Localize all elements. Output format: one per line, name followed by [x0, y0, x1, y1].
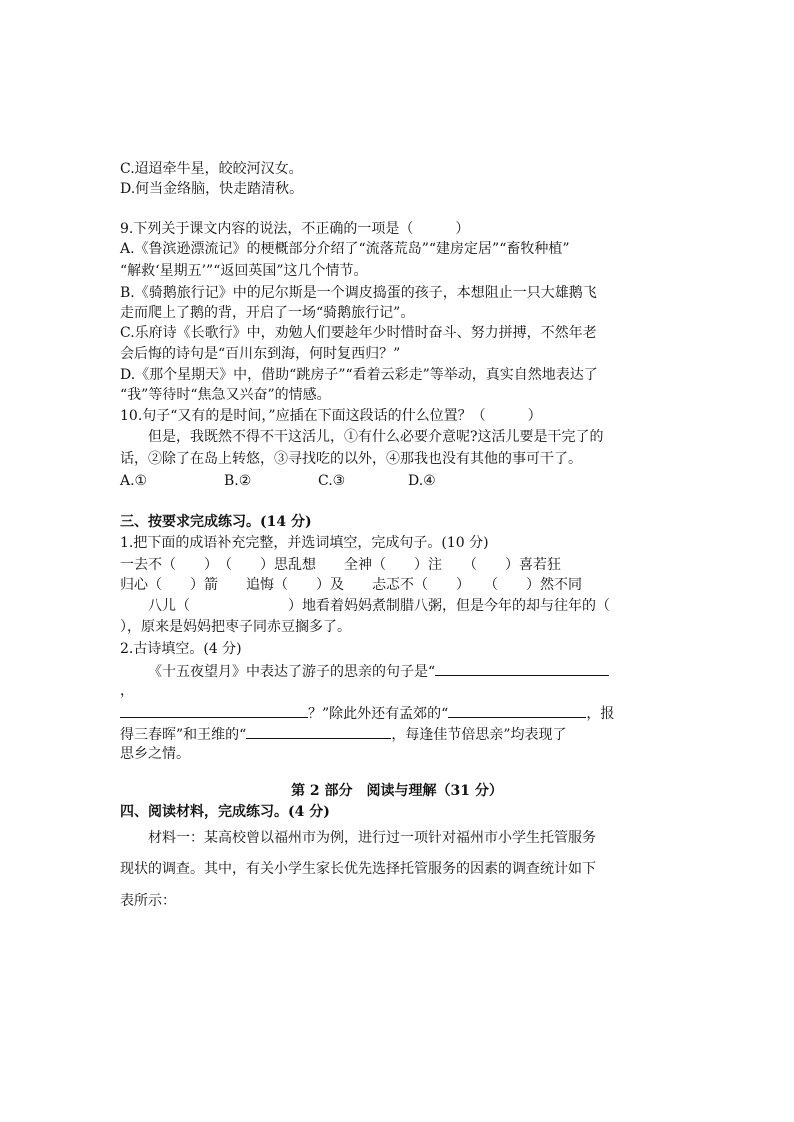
q9-option-b-line1: B.《骑鹅旅行记》中的尼尔斯是一个调皮捣蛋的孩子，本想阻止一只大雄鹅飞 [120, 285, 597, 301]
poem-fill-text-5: ，每逢佳节倍思亲”均表现了 [391, 727, 567, 743]
section-3-heading: 三、按要求完成练习。(14 分) [120, 514, 312, 530]
q10-passage-line1: 但是，我既然不得不干这活儿，①有什么必要介意呢?这活儿要是干完了的 [148, 429, 604, 445]
q9-option-d-line1: D.《那个星期天》中，借助“跳房子”“看着云彩走”等举动，真实自然地表达了 [120, 367, 598, 383]
q10-option-a: A.① [120, 473, 148, 489]
answer-blank-2[interactable] [120, 703, 308, 718]
section-4-heading: 四、阅读材料，完成练习。(4 分) [120, 804, 330, 820]
question-9: 9.下列关于课文内容的说法，不正确的一项是（ ） [120, 221, 470, 237]
material-1-line1: 材料一：某高校曾以福州市为例，进行过一项针对福州市小学生托管服务 [148, 830, 596, 846]
section-3-q2: 2.古诗填空。(4 分) [120, 641, 242, 657]
poem-fill-line3 [120, 703, 680, 723]
q10-passage-line2: 话，②除了在岛上转悠，③寻找吃的以外，④那我也没有其他的事可干了。 [120, 451, 582, 467]
part-2-heading: 第 2 部分 阅读与理解（31 分） [291, 783, 503, 799]
material-1-line3: 表所示： [120, 893, 176, 909]
poem-fill-text-4: 得三春晖”和王维的“ [120, 727, 247, 743]
poem-fill-line5: 思乡之情。 [120, 746, 190, 762]
option-c-line: C.迢迢牵牛星，皎皎河汉女。 [120, 161, 303, 177]
answer-blank-4[interactable] [246, 724, 391, 739]
q9-option-a-line2: “解救‘星期五’”“返回英国”这几个情节。 [120, 263, 368, 279]
q9-option-c-line2: 会后悔的诗句是“百川东到海，何时复西归？” [120, 346, 401, 362]
poem-fill-text-2: ？”除此外还有孟郊的“ [308, 706, 449, 722]
fill-sentence-line1: 八儿（ ）地看着妈妈煮制腊八粥，但是今年的却与往年的（ [148, 598, 610, 614]
poem-fill-line4 [120, 724, 680, 744]
q10-option-d: D.④ [408, 473, 436, 489]
q10-option-c: C.③ [318, 473, 346, 489]
q9-option-d-line2: “我”等待时“焦急又兴奋”的情感。 [120, 387, 331, 403]
idiom-row-2: 归心（ ）箭 追悔（ ）及 忐忑不（ ） （ ）然不同 [120, 577, 582, 593]
idiom-row-1: 一去不（ ） （ ）思乱想 全神（ ）注 （ ）喜若狂 [120, 557, 561, 573]
answer-blank-3[interactable] [448, 703, 586, 718]
poem-comma: ， [120, 683, 134, 699]
q10-option-b: B.② [224, 473, 252, 489]
section-3-q1: 1.把下面的成语补充完整，并选词填空，完成句子。(10 分) [120, 535, 489, 551]
question-10: 10.句子“又有的是时间，”应插在下面这段话的什么位置？（ ） [120, 408, 542, 424]
poem-fill-line1 [148, 661, 708, 681]
q9-option-a-line1: A.《鲁滨逊漂流记》的梗概部分介绍了“流落荒岛”“建房定居”“畜牧种植” [120, 241, 570, 257]
poem-fill-text-3: ，报 [586, 706, 615, 722]
material-1-line2: 现状的调查。其中，有关小学生家长优先选择托管服务的因素的调查统计如下 [120, 861, 596, 877]
q9-option-b-line2: 走而爬上了鹅的背，开启了一场“骑鹅旅行记”。 [120, 305, 415, 321]
poem-fill-text-1: 《十五夜望月》中表达了游子的思亲的句子是“ [148, 664, 436, 680]
option-d-line: D.何当金络脑，快走踏清秋。 [120, 181, 304, 197]
fill-sentence-line2: ），原来是妈妈把枣子同赤豆搁多了。 [120, 619, 351, 635]
answer-blank-1[interactable] [435, 661, 609, 676]
q9-option-c-line1: C.乐府诗《长歌行》中，劝勉人们要趁年少时惜时奋斗、努力拼搏，不然年老 [120, 325, 597, 341]
